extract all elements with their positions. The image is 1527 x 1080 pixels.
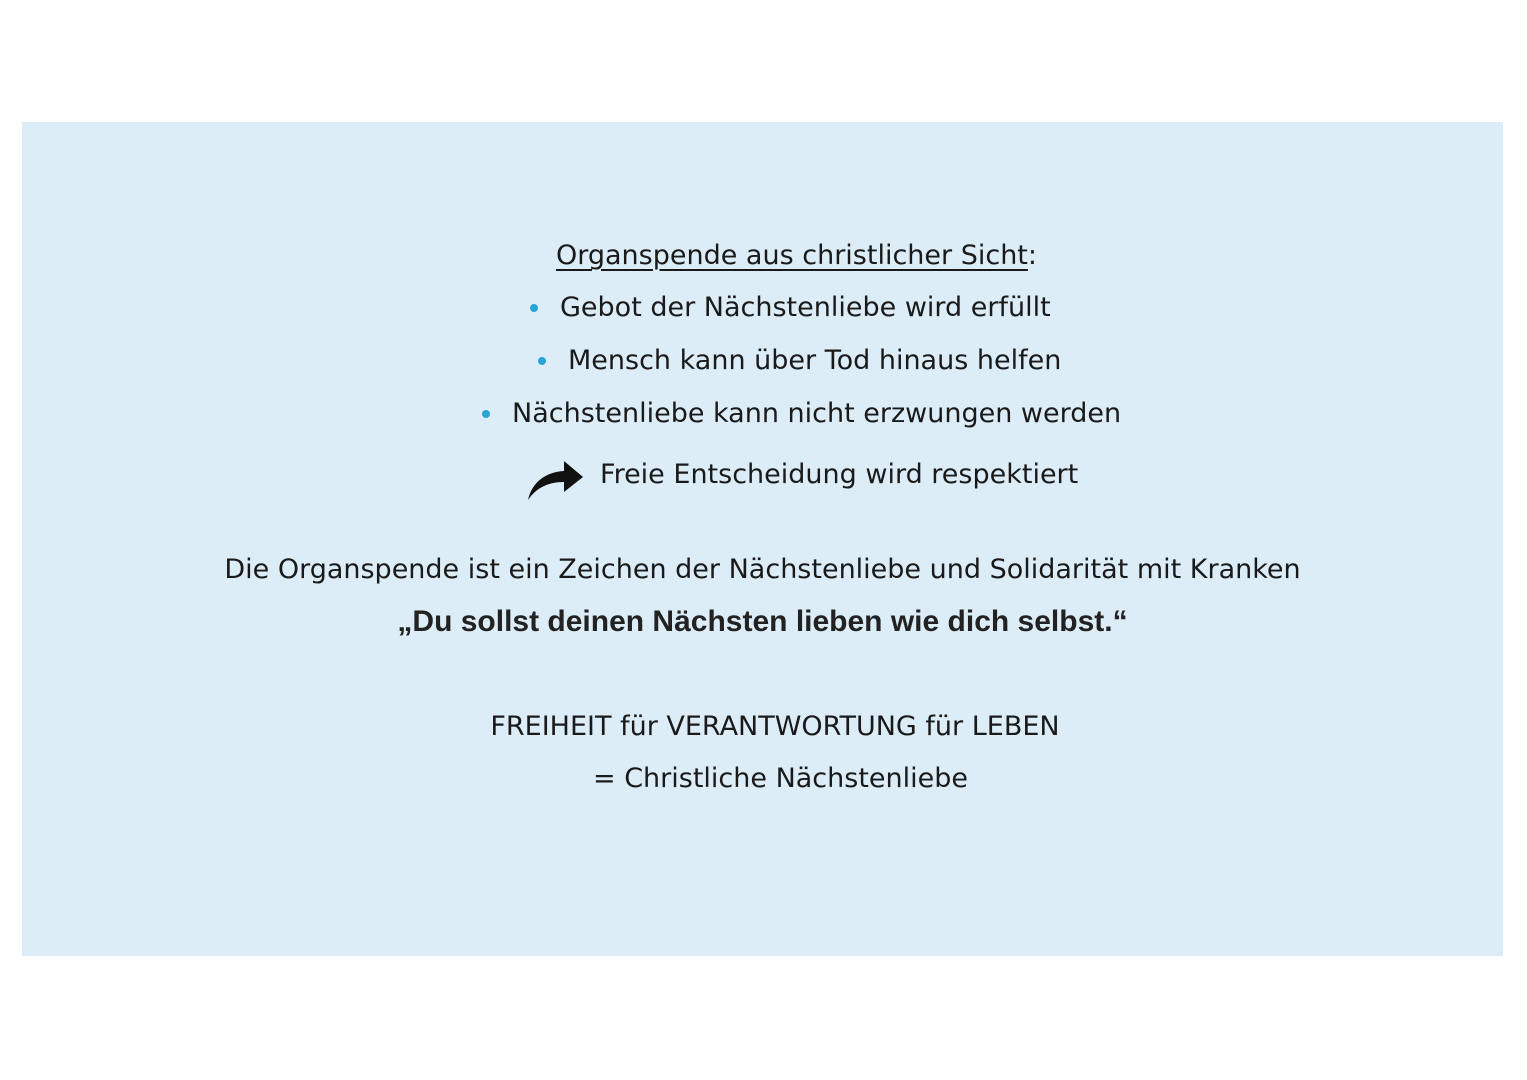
statement-text: Die Organspende ist ein Zeichen der Nächstenliebe und Solidarität mit Kranken [224,554,1301,585]
bullet-dot-icon [538,357,546,365]
conclusion-row [526,448,1078,502]
slide-title-colon: : [1027,240,1038,271]
slide-panel [22,122,1503,956]
bullet-item [482,396,1121,432]
bullet-text: Gebot der Nächstenliebe wird erfüllt [560,292,1051,323]
slide-title-text: Organspende aus christlicher Sicht [556,240,1028,271]
slide-title [556,238,1038,274]
bullet-dot-icon [482,410,490,418]
bullet-dot-icon [530,304,538,312]
conclusion-text: Freie Entscheidung wird respektiert [600,459,1079,490]
freedom-line: FREIHEIT für VERANTWORTUNG für LEBEN [490,711,1060,742]
bullet-item [530,290,1051,326]
bullet-item [538,343,1061,379]
bullet-text: Mensch kann über Tod hinaus helfen [568,345,1062,376]
bible-quote: „Du sollst deinen Nächsten lieben wie dich selbst.“ [397,605,1128,638]
curved-arrow-right-icon [526,458,584,502]
result-line: = Christliche Nächstenliebe [592,763,969,794]
bullet-text: Nächstenliebe kann nicht erzwungen werden [512,398,1122,429]
